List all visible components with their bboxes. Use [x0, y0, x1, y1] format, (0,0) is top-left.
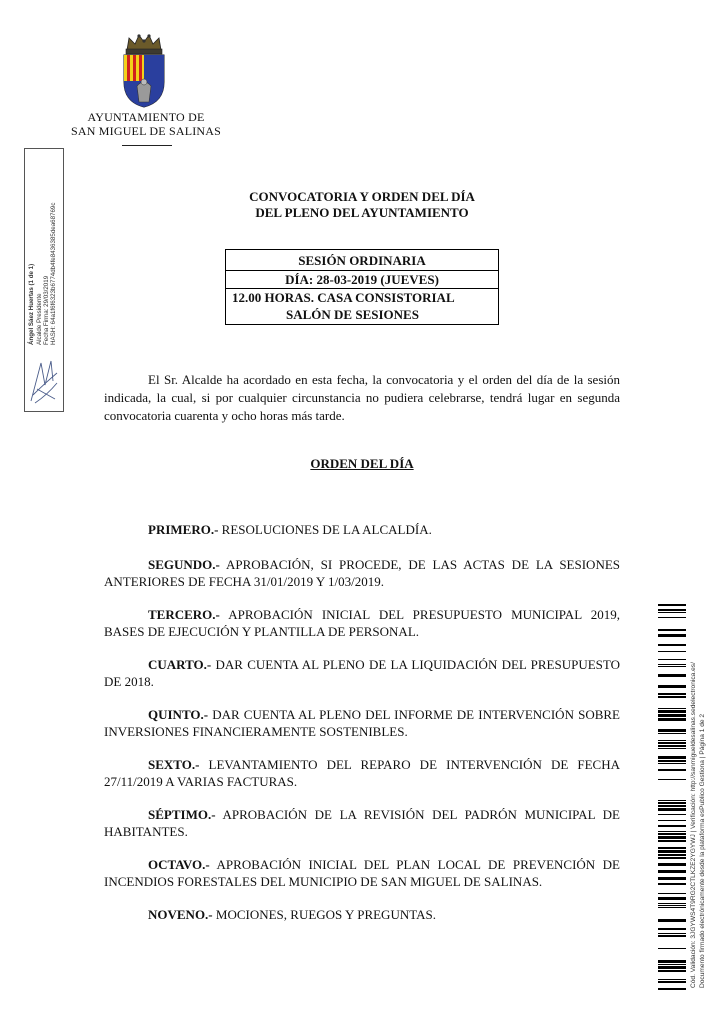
agenda-item	[104, 906, 620, 923]
barcode-bar	[658, 742, 686, 744]
agenda-item-label: NOVENO.-	[148, 907, 213, 922]
document-title-line1: CONVOCATORIA Y ORDEN DEL DÍA	[249, 189, 475, 204]
barcode-bar	[658, 919, 686, 922]
barcode-bar	[658, 970, 686, 972]
barcode-bar	[658, 854, 686, 856]
agenda-item-label: TERCERO.-	[148, 607, 220, 622]
barcode-bar	[658, 756, 686, 759]
barcode-bar	[658, 651, 686, 652]
barcode-bar	[658, 825, 686, 827]
barcode-bar	[658, 674, 686, 677]
session-date: DÍA: 28-03-2019 (JUEVES)	[226, 270, 498, 289]
barcode-bar	[658, 696, 686, 698]
barcode-bar	[658, 814, 686, 815]
agenda-item-text: APROBACIÓN DE LA REVISIÓN DEL PADRÓN MUNICIPAL DE HABITANTES.	[104, 807, 620, 839]
barcode-bar	[658, 659, 686, 660]
agenda-item-label: CUARTO.-	[148, 657, 212, 672]
barcode-bar	[658, 933, 686, 934]
barcode-bar	[658, 964, 686, 965]
barcode-bar	[658, 960, 686, 963]
barcode-bar	[658, 979, 686, 980]
signature-block	[24, 148, 64, 412]
session-info-box	[225, 249, 499, 325]
barcode-bar	[658, 714, 686, 717]
barcode-bar	[658, 893, 686, 894]
barcode-bar	[658, 729, 686, 732]
coat-of-arms-icon	[119, 32, 169, 108]
barcode-bar	[658, 857, 686, 859]
barcode-bar	[658, 760, 686, 762]
signer-role: Alcalde Presidente	[36, 293, 43, 345]
barcode-bar	[658, 935, 686, 937]
barcode-bar	[658, 836, 686, 839]
barcode-bar	[658, 685, 686, 688]
agenda-item-label: SÉPTIMO.-	[148, 807, 216, 822]
barcode-bar	[658, 870, 686, 873]
session-type: SESIÓN ORDINARIA	[298, 253, 426, 268]
validation-platform: Documento firmado electrónicamente desde la plataforma esPublico Gestiona | Página 1 de 2	[699, 713, 706, 988]
barcode-bar	[658, 708, 686, 709]
agenda-item-text: MOCIONES, RUEGOS Y PREGUNTAS.	[212, 907, 436, 922]
signature-date: Fecha Firma: 29/03/2019	[43, 275, 50, 345]
barcode-bar	[658, 800, 686, 801]
barcode-bar	[658, 718, 686, 721]
validation-code: Cód. Validación: 3JGYWS4T9RG2CTLKZE2YGYWJ | Verificación: http://sanmigueldesalinas.sedelectronica.es/	[690, 662, 697, 988]
barcode-bar	[658, 740, 686, 741]
signer-name: Ángel Sáez Huertas (1 de 1)	[28, 263, 35, 345]
agenda-item-label: SEXTO.-	[148, 757, 200, 772]
barcode-bar	[658, 609, 686, 611]
barcode-bar	[658, 808, 686, 811]
agenda-item	[104, 521, 620, 538]
agenda-item	[104, 606, 620, 640]
session-time-place: 12.00 HORAS. CASA CONSISTORIAL	[226, 288, 498, 306]
barcode-bar	[658, 820, 686, 821]
barcode-icon	[658, 604, 686, 990]
barcode-bar	[658, 779, 686, 780]
agenda-item	[104, 856, 620, 890]
barcode-bar	[658, 769, 686, 771]
agenda-item-label: OCTAVO.-	[148, 857, 210, 872]
barcode-bar	[658, 863, 686, 866]
agenda-item-text: RESOLUCIONES DE LA ALCALDÍA.	[218, 522, 432, 537]
barcode-bar	[658, 612, 686, 613]
barcode-bar	[658, 988, 686, 990]
agenda-item	[104, 756, 620, 790]
barcode-bar	[658, 905, 686, 906]
agenda-item	[104, 806, 620, 840]
agenda-item	[104, 656, 620, 690]
barcode-bar	[658, 617, 686, 618]
barcode-bar	[658, 948, 686, 949]
agenda-item-label: PRIMERO.-	[148, 522, 219, 537]
barcode-bar	[658, 833, 686, 835]
agenda-item-text: DAR CUENTA AL PLENO DEL INFORME DE INTERVENCIÓN SOBRE INVERSIONES FINANCIERAMENTE SOSTENIBLES.	[104, 707, 620, 739]
barcode-bar	[658, 666, 686, 667]
barcode-bar	[658, 763, 686, 764]
barcode-bar	[658, 907, 686, 908]
barcode-bar	[658, 604, 686, 606]
barcode-bar	[658, 710, 686, 713]
agenda-item	[104, 556, 620, 590]
barcode-bar	[658, 745, 686, 747]
barcode-bar	[658, 981, 686, 983]
barcode-bar	[658, 877, 686, 880]
barcode-bar	[658, 883, 686, 885]
barcode-bar	[658, 802, 686, 804]
handwritten-signature-icon	[27, 355, 61, 407]
barcode-bar	[658, 805, 686, 807]
barcode-bar	[658, 928, 686, 930]
barcode-bar	[658, 847, 686, 849]
agenda-item-text: DAR CUENTA AL PLENO DE LA LIQUIDACIÓN DEL PRESUPUESTO DE 2018.	[104, 657, 620, 689]
barcode-bar	[658, 840, 686, 842]
barcode-bar	[658, 748, 686, 749]
barcode-bar	[658, 664, 686, 665]
agenda-heading: ORDEN DEL DÍA	[310, 456, 414, 471]
barcode-bar	[658, 733, 686, 734]
agenda-item-text: APROBACIÓN INICIAL DEL PRESUPUESTO MUNICIPAL 2019, BASES DE EJECUCIÓN Y PLANTILLA DE PERSONAL.	[104, 607, 620, 639]
session-room: SALÓN DE SESIONES	[286, 307, 419, 322]
agenda-item-label: QUINTO.-	[148, 707, 209, 722]
agenda-item-text: LEVANTAMIENTO DEL REPARO DE INTERVENCIÓN DE FECHA 27/11/2019 A VARIAS FACTURAS.	[104, 757, 620, 789]
agenda-item-text: APROBACIÓN INICIAL DEL PLAN LOCAL DE PREVENCIÓN DE INCENDIOS FORESTALES DEL MUNICIPIO DE SAN MIGUEL DE SALINAS.	[104, 857, 620, 889]
intro-paragraph: El Sr. Alcalde ha acordado en esta fecha, la convocatoria y el orden del día de la sesión indicada, la cual, si por cualquier circunstancia no pudiera celebrarse, tendrá lugar en segunda convocatoria cuarenta y ocho horas más tarde.	[104, 372, 620, 423]
barcode-bar	[658, 897, 686, 900]
agenda-item	[104, 706, 620, 740]
barcode-bar	[658, 644, 686, 646]
header-divider	[122, 145, 172, 146]
barcode-bar	[658, 850, 686, 853]
signature-hash: HASH: 64a1f6f6323b6774db4fe8436385dea68769c	[50, 202, 57, 345]
organization-name-line2: SAN MIGUEL DE SALINAS	[70, 124, 222, 138]
organization-name-line1: AYUNTAMIENTO DE	[87, 110, 205, 124]
barcode-bar	[658, 903, 686, 904]
barcode-bar	[658, 634, 686, 637]
barcode-bar	[658, 629, 686, 631]
barcode-bar	[658, 693, 686, 695]
document-title-line2: DEL PLENO DEL AYUNTAMIENTO	[255, 205, 469, 220]
agenda-item-label: SEGUNDO.-	[148, 557, 220, 572]
barcode-bar	[658, 966, 686, 969]
agenda-item-text: APROBACIÓN, SI PROCEDE, DE LAS ACTAS DE LA SESIONES ANTERIORES DE FECHA 31/01/2019 Y 1/03/2019.	[104, 557, 620, 589]
barcode-bar	[658, 831, 686, 832]
